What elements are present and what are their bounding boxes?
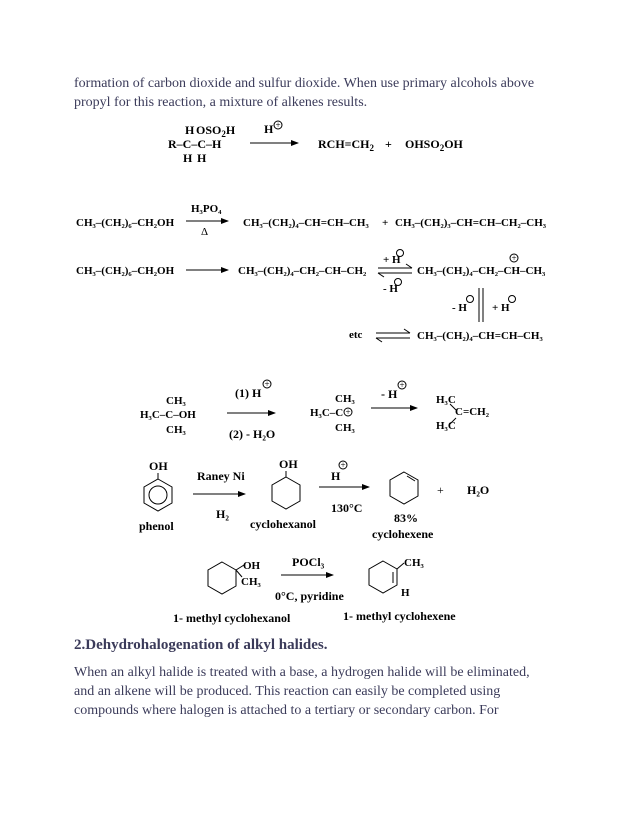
rxn4-step1: (1) H: [235, 386, 262, 400]
rxn4-step2: (2) - H₂O: [229, 427, 276, 441]
rxn6-prod-h: H: [401, 587, 410, 599]
rxn3-reactant: CH₃–(CH₂)₆–CH₂OH: [76, 265, 175, 277]
rxn5-h2: H₂: [216, 507, 229, 521]
rxn4-minus-h: - H: [381, 387, 398, 401]
rxn4-product-bottom: H₃C: [436, 420, 456, 432]
rxn6-product-name: 1- methyl cyclohexene: [343, 609, 456, 623]
reaction-2: [76, 203, 547, 238]
rxn4-product-top: H₃C: [436, 394, 456, 406]
rxn5-oh1: OH: [149, 459, 168, 473]
plus-sign: +: [275, 120, 281, 130]
rxn6-prod-ch3: CH₃: [404, 557, 424, 569]
benzene-ring: [144, 479, 172, 511]
section-number: 2.: [74, 637, 86, 653]
rxn3-plus-h2: + H: [492, 302, 510, 314]
rxn5-h-plus: H: [331, 469, 341, 483]
rxn4-reactant: H₃C–C–OH: [140, 409, 196, 421]
cyclohexane-ring: [208, 562, 236, 594]
rxn5-raney: Raney Ni: [197, 469, 245, 483]
rxn3-etc: etc: [349, 329, 363, 341]
reaction-6: [173, 555, 456, 625]
plus-sign: +: [345, 407, 351, 417]
rxn5-cyclohexanol: cyclohexanol: [250, 517, 316, 531]
rxn1-top-oso: $OSO_2H$: [196, 123, 236, 139]
cyclohexene-ring: [390, 472, 418, 504]
rxn5-plus: +: [437, 483, 444, 497]
rxn4-product-mid: C=CH₂: [455, 406, 490, 418]
reaction-1: [168, 120, 464, 165]
rxn5-cyclohexene: cyclohexene: [372, 527, 434, 541]
rxn6-ch3: CH₃: [241, 576, 261, 588]
cyclohexane-ring: [272, 477, 300, 509]
rxn5-yield: 83%: [394, 511, 418, 525]
body-line-3: compounds where halogen is attached to a tertiary or secondary carbon. For: [74, 703, 499, 718]
rxn1-plus: +: [385, 137, 392, 151]
body-line-1: When an alkyl halide is treated with a base, a hydrogen halide will be eliminated,: [74, 665, 530, 680]
rxn4-cation-bottom: CH₃: [335, 422, 355, 434]
rxn1-bottom-h1: H: [183, 151, 193, 165]
plus-sign: +: [264, 379, 270, 389]
rxn5-water: H₂O: [467, 483, 490, 497]
rxn5-temp: 130°C: [331, 501, 363, 515]
body-line-2: and an alkene will be produced. This reaction can easily be completed using: [74, 684, 501, 699]
rxn4-cation: H₃C–C: [310, 407, 344, 419]
rxn2-reagent: H₃PO₄: [191, 203, 222, 215]
rxn3-cation2: CH₃–(CH₂)₄–CH₂–CH–CH₃: [417, 265, 546, 277]
intro-line-1: formation of carbon dioxide and sulfur dioxide. When use primary alcohols above: [74, 76, 535, 91]
rxn2-plus: +: [382, 217, 389, 229]
rxn3-intermediate: CH₃–(CH₂)₄–CH₂–CH–CH₂: [238, 265, 367, 277]
rxn6-reactant-name: 1- methyl cyclohexanol: [173, 611, 291, 625]
section-title: Dehydrohalogenation of alkyl halides.: [85, 637, 328, 653]
rxn2-reactant: CH₃–(CH₂)₆–CH₂OH: [76, 217, 175, 229]
rxn4-ch3-bottom: CH₃: [166, 424, 186, 436]
plus-sign: +: [511, 253, 517, 263]
reaction-4: [140, 379, 490, 441]
rxn3-plus-h: + H: [383, 254, 401, 266]
rxn1-product2: $OHSO_2OH$: [405, 137, 463, 153]
plus-sign: +: [399, 380, 405, 390]
rxn3-minus-h: - H: [383, 283, 398, 295]
rxn3-product: CH₃–(CH₂)₄–CH=CH–CH₃: [417, 330, 543, 342]
rxn1-catalyst: H: [264, 122, 274, 136]
rxn4-ch3-top: CH₃: [166, 395, 186, 407]
positive-charge-icon: [509, 296, 516, 303]
rxn1-bottom-h2: H: [197, 151, 207, 165]
positive-charge-icon: [395, 279, 402, 286]
rxn5-phenol: phenol: [139, 519, 174, 533]
rxn2-product2: CH₃–(CH₂)₃–CH=CH–CH₂–CH₃: [395, 217, 547, 229]
body-paragraph: [74, 663, 564, 720]
rxn2-product1: CH₃–(CH₂)₄–CH=CH–CH₃: [243, 217, 369, 229]
rxn5-oh2: OH: [279, 457, 298, 471]
rxn1-top-h: H: [185, 123, 195, 137]
rxn3-minus-h2: - H: [452, 302, 467, 314]
rxn1-product1: $RCH=CH_2$: [318, 137, 375, 153]
section-heading: [74, 637, 328, 654]
positive-charge-icon: [467, 296, 474, 303]
reaction-5: [139, 457, 489, 541]
plus-sign: +: [340, 460, 346, 470]
rxn6-conditions: 0°C, pyridine: [275, 589, 344, 603]
intro-line-2: propyl for this reaction, a mixture of alkenes results.: [74, 95, 368, 110]
rxn1-chain: R–C–C–H: [168, 137, 222, 151]
rxn4-cation-top: CH₃: [335, 393, 355, 405]
rxn2-heat: Δ: [201, 226, 209, 238]
rxn6-reagent: POCl₃: [292, 555, 325, 569]
rxn6-oh: OH: [243, 560, 261, 572]
reaction-3: [76, 250, 546, 343]
